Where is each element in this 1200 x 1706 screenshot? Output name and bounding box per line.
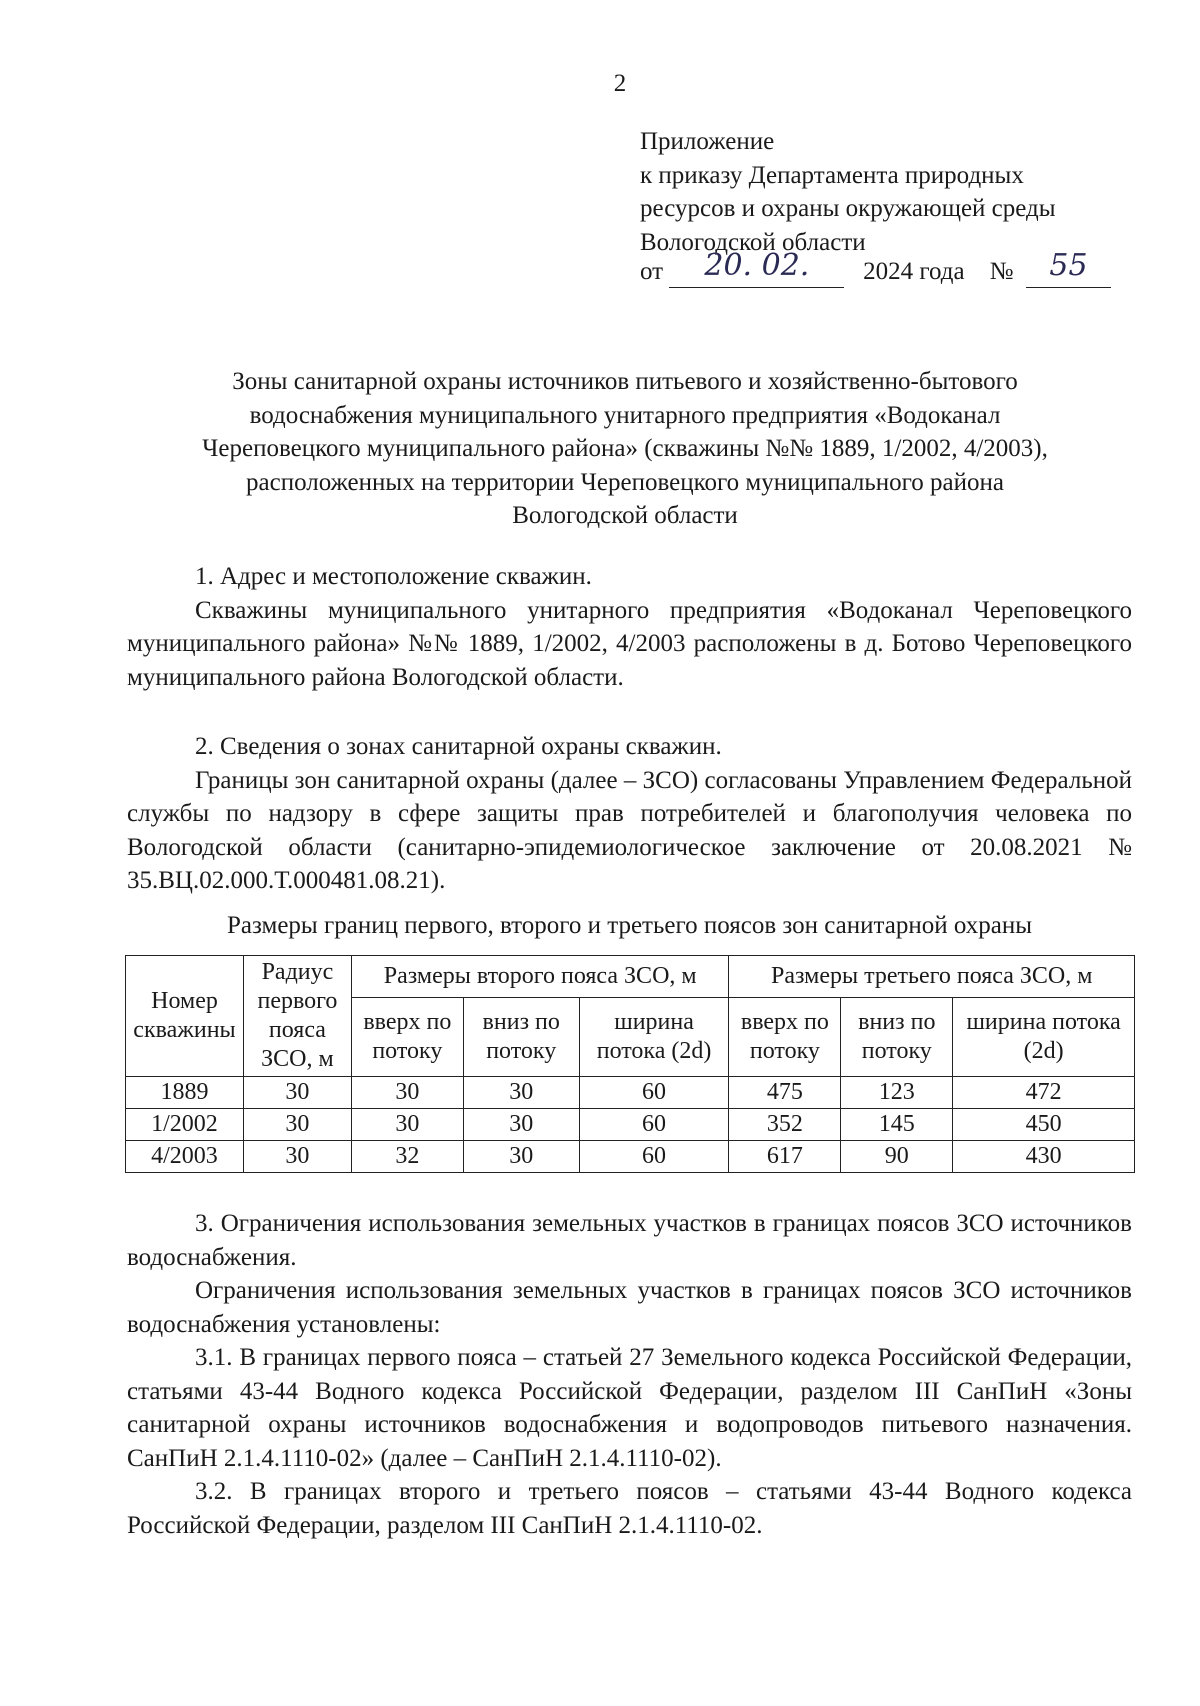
table-cell: 145 [841, 1109, 953, 1141]
header-upstream: вверх по потоку [351, 998, 463, 1077]
header-downstream: вниз по потоку [841, 998, 953, 1077]
date-prefix: от [640, 258, 664, 285]
section-2-heading: 2. Сведения о зонах санитарной охраны скважин. [195, 733, 722, 760]
date-field [669, 248, 844, 288]
header-third-belt: Размеры третьего пояса ЗСО, м [729, 956, 1135, 998]
table-cell: 450 [953, 1109, 1135, 1141]
table-cell: 90 [841, 1141, 953, 1173]
order-date-number-line [640, 248, 1111, 288]
table-cell: 30 [243, 1077, 351, 1109]
handwritten-date: 20. 02. [704, 248, 810, 283]
table-cell: 1/2002 [126, 1109, 244, 1141]
table-cell: 30 [243, 1141, 351, 1173]
section-3-item-2: 3.2. В границах второго и третьего поясов – статьями 43-44 Водного кодекса Российской Федерации, разделом III СанПиН 2.1.4.1110-02. [127, 1478, 1132, 1539]
table-cell: 30 [463, 1077, 579, 1109]
section-1-text: Скважины муниципального унитарного предприятия «Водоканал Череповецкого муниципального района» №№ 1889, 1/2002, 4/2003 расположены в д. Ботово Череповецкого муниципального района Вологодской области. [127, 596, 1132, 691]
section-2 [127, 730, 1132, 898]
table-cell: 30 [463, 1141, 579, 1173]
title-line: расположенных на территории Череповецкого муниципального района [246, 468, 1004, 496]
section-3 [127, 1207, 1132, 1542]
zso-table [125, 955, 1135, 1173]
table-cell: 1889 [126, 1077, 244, 1109]
section-3-intro: Ограничения использования земельных участков в границах поясов ЗСО источников водоснабжения установлены: [127, 1277, 1132, 1338]
table-cell: 30 [463, 1109, 579, 1141]
table-row [126, 1141, 1135, 1173]
document-title [120, 365, 1130, 533]
section-2-text: Границы зон санитарной охраны (далее – ЗСО) согласованы Управлением Федеральной службы по надзору в сфере защиты прав потребителей и благополучия человека по Вологодской области (санитарно-эпидемиологическое заключение от 20.08.2021 № 35.ВЦ.02.000.Т.000481.08.21). [127, 766, 1132, 894]
title-line: Череповецкого муниципального района» (скважины №№ 1889, 1/2002, 4/2003), [202, 435, 1048, 462]
header-upstream: вверх по потоку [729, 998, 841, 1077]
table-cell: 60 [579, 1141, 729, 1173]
table-cell: 475 [729, 1077, 841, 1109]
header-radius-first: Радиус первого пояса ЗСО, м [243, 956, 351, 1077]
header-second-belt: Размеры второго пояса ЗСО, м [351, 956, 729, 998]
title-line: водоснабжения муниципального унитарного предприятия «Водоканал [249, 401, 1001, 429]
section-1-heading: 1. Адрес и местоположение скважин. [195, 563, 592, 590]
appendix-line: к приказу Департамента природных [640, 161, 1024, 189]
table-row [126, 1109, 1135, 1141]
header-downstream: вниз по потоку [463, 998, 579, 1077]
appendix-block [640, 125, 1160, 259]
number-sign: № [989, 258, 1014, 285]
table-cell: 30 [351, 1109, 463, 1141]
table-cell: 4/2003 [126, 1141, 244, 1173]
title-line: Вологодской области [512, 502, 738, 529]
appendix-line: ресурсов и охраны окружающей среды [640, 195, 1056, 222]
table-cell: 32 [351, 1141, 463, 1173]
table-caption: Размеры границ первого, второго и третьего поясов зон санитарной охраны [226, 912, 1033, 939]
section-1 [127, 560, 1132, 694]
title-line: Зоны санитарной охраны источников питьевого и хозяйственно-бытового [232, 368, 1018, 395]
table-cell: 472 [953, 1077, 1135, 1109]
table-cell: 352 [729, 1109, 841, 1141]
appendix-line: Приложение [640, 128, 775, 155]
header-well-number: Номер скважины [126, 956, 244, 1077]
year-text: 2024 года [863, 258, 965, 285]
page-number: 2 [613, 70, 627, 97]
table-row [126, 1077, 1135, 1109]
section-3-item-1: 3.1. В границах первого пояса – статьей 27 Земельного кодекса Российской Федерации, статьями 43-44 Водного кодекса Российской Федерации, разделом III СанПиН «Зоны санитарной охраны источников водоснабжения и водопроводов питьевого назначения. СанПиН 2.1.4.1110-02» (далее – СанПиН 2.1.4.1110-02). [127, 1344, 1132, 1472]
appendix-line: Вологодской области [640, 228, 866, 256]
handwritten-number: 55 [1049, 248, 1088, 283]
table-cell: 30 [351, 1077, 463, 1109]
section-3-heading: 3. Ограничения использования земельных участков в границах поясов ЗСО источников водоснабжения. [127, 1210, 1132, 1271]
header-width: ширина потока (2d) [953, 998, 1135, 1077]
table-cell: 60 [579, 1077, 729, 1109]
number-field [1026, 248, 1111, 288]
table-cell: 617 [729, 1141, 841, 1173]
header-width: ширина потока (2d) [579, 998, 729, 1077]
table-cell: 123 [841, 1077, 953, 1109]
table-cell: 60 [579, 1109, 729, 1141]
table-cell: 30 [243, 1109, 351, 1141]
table-cell: 430 [953, 1141, 1135, 1173]
